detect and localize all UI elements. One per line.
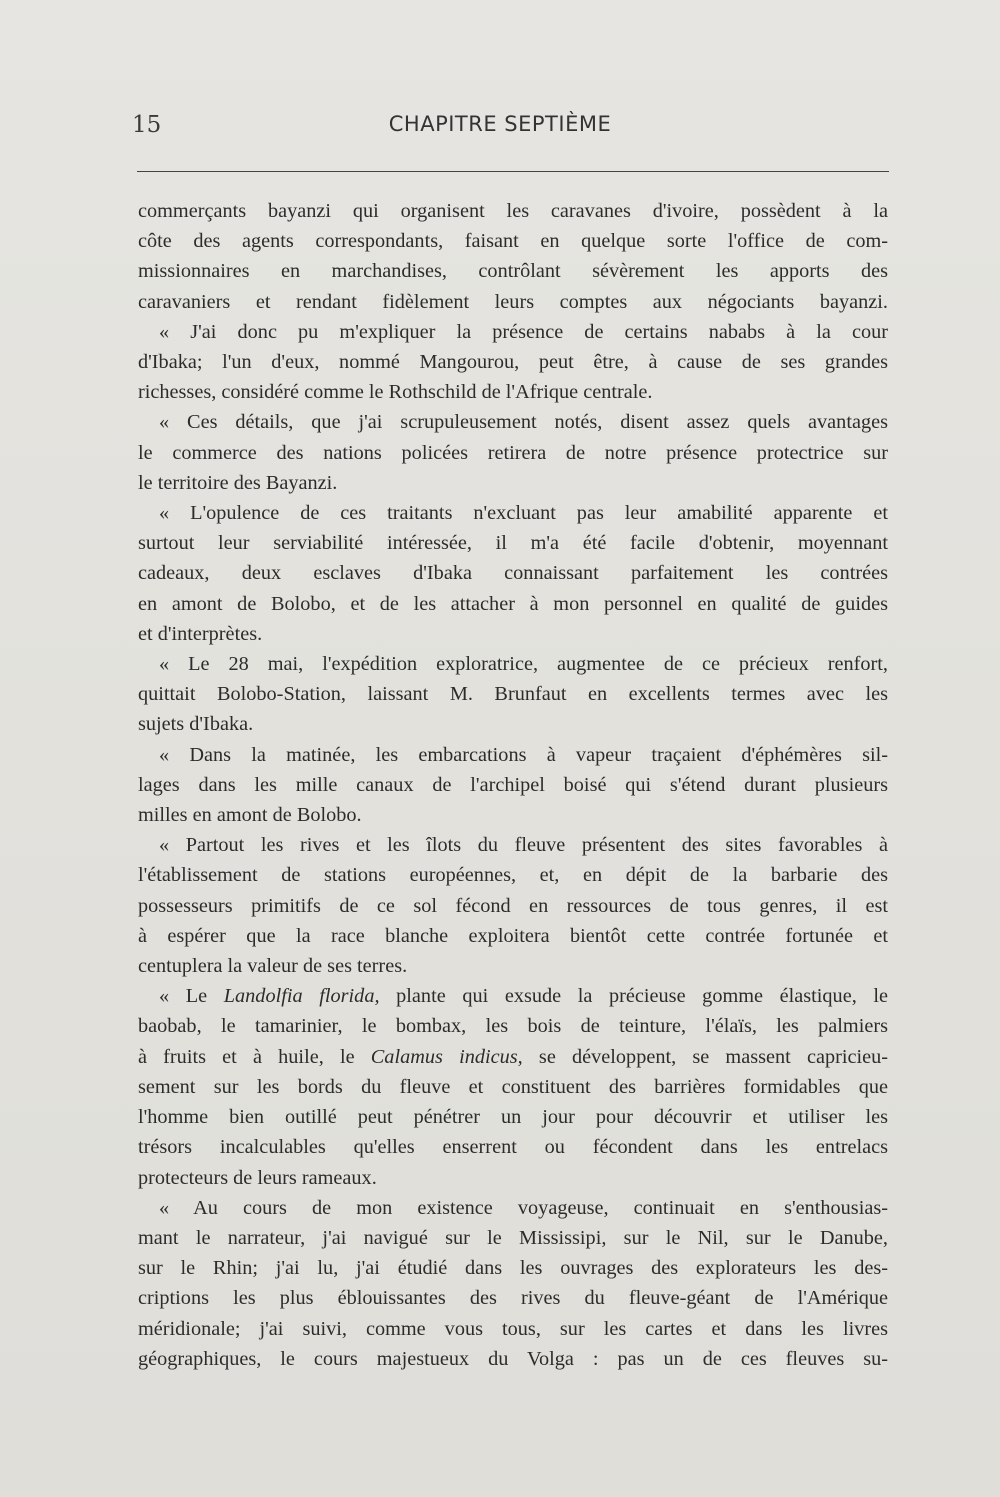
text-line: l'homme bien outillé peut pénétrer un jour pour découvrir et utiliser les xyxy=(138,1106,888,1129)
text-line: « J'ai donc pu m'expliquer la présence de certains nababs à la cour xyxy=(159,320,888,343)
text-line: criptions les plus éblouissantes des rives du fleuve-géant de l'Amérique xyxy=(138,1287,888,1310)
paragraph-9 xyxy=(138,1193,888,1374)
text-line: « Dans la matinée, les embarcations à vapeur traçaient d'éphémères sil- xyxy=(159,743,888,766)
text-line: d'Ibaka; l'un d'eux, nommé Mangourou, peut être, à cause de ses grandes xyxy=(138,351,888,374)
text-line: quittait Bolobo-Station, laissant M. Brunfaut en excellents termes avec les xyxy=(138,683,888,706)
text-line: le commerce des nations policées retirera de notre présence protectrice sur xyxy=(138,441,888,464)
text-segment: « Le xyxy=(159,985,224,1008)
text-segment: se développent, se massent capricieu- xyxy=(522,1045,888,1068)
text-line: centuplera la valeur de ses terres. xyxy=(138,955,408,978)
text-line: côte des agents correspondants, faisant en quelque sorte l'office de com- xyxy=(138,230,888,253)
italic-species-name: Landolfia florida, xyxy=(223,985,380,1008)
text-line: lages dans les mille canaux de l'archipel boisé qui s'étend durant plusieurs xyxy=(138,773,888,796)
text-line: sement sur les bords du fleuve et constituent des barrières formidables que xyxy=(138,1075,888,1098)
text-segment: à fruits et à huile, le xyxy=(138,1045,355,1068)
text-line: possesseurs primitifs de ce sol fécond en ressources de tous genres, il est xyxy=(138,894,888,917)
text-line: baobab, le tamarinier, le bombax, les bois de teinture, l'élaïs, les palmiers xyxy=(138,1015,888,1038)
paragraph-6 xyxy=(138,740,888,831)
text-line: « Le 28 mai, l'expédition exploratrice, augmentee de ce précieux renfort, xyxy=(159,653,888,676)
text-line: le territoire des Bayanzi. xyxy=(138,471,338,494)
text-line: trésors incalculables qu'elles enserrent ou fécondent dans les entrelacs xyxy=(138,1136,888,1159)
text-line: cadeaux, deux esclaves d'Ibaka connaissant parfaitement les contrées xyxy=(138,562,888,585)
text-line xyxy=(138,981,888,1011)
text-line: à espérer que la race blanche exploitera bientôt cette contrée fortunée et xyxy=(138,924,888,947)
paragraph-1 xyxy=(138,196,888,317)
paragraph-8 xyxy=(138,981,888,1192)
text-line: richesses, considéré comme le Rothschild de l'Afrique centrale. xyxy=(138,381,653,404)
text-line: sujets d'Ibaka. xyxy=(138,713,254,736)
italic-species-name: Calamus indicus, xyxy=(370,1045,523,1068)
text-line: géographiques, le cours majestueux du Volga : pas un de ces fleuves su- xyxy=(138,1347,888,1370)
page-number: 15 xyxy=(132,112,162,138)
text-line: milles en amont de Bolobo. xyxy=(138,804,362,827)
text-line: missionnaires en marchandises, contrôlant sévèrement les apports des xyxy=(138,260,888,283)
text-line: caravaniers et rendant fidèlement leurs comptes aux négociants bayanzi. xyxy=(138,290,888,313)
paragraph-2 xyxy=(138,317,888,408)
text-line: « L'opulence de ces traitants n'excluant pas leur amabilité apparente et xyxy=(159,502,888,525)
paragraph-4 xyxy=(138,498,888,649)
text-line: et d'interprètes. xyxy=(138,622,263,645)
text-line: « Ces détails, que j'ai scrupuleusement notés, disent assez quels avantages xyxy=(159,411,888,434)
text-line: « Au cours de mon existence voyageuse, continuait en s'enthousias- xyxy=(159,1196,888,1219)
paragraph-5 xyxy=(138,649,888,740)
text-segment: plante qui exsude la précieuse gomme élastique, le xyxy=(379,985,888,1008)
header-rule xyxy=(137,171,889,172)
text-line: surtout leur serviabilité intéressée, il m'a été facile d'obtenir, moyennant xyxy=(138,532,888,555)
text-line xyxy=(138,1042,888,1072)
running-head: CHAPITRE SEPTIÈME xyxy=(388,112,612,136)
text-line: mant le narrateur, j'ai navigué sur le Mississipi, sur le Nil, sur le Danube, xyxy=(138,1226,888,1249)
text-line: en amont de Bolobo, et de les attacher à mon personnel en qualité de guides xyxy=(138,592,888,615)
body-text xyxy=(138,196,888,1374)
text-line: protecteurs de leurs rameaux. xyxy=(138,1166,377,1189)
text-line: l'établissement de stations européennes, et, en dépit de la barbarie des xyxy=(138,864,888,887)
text-line: sur le Rhin; j'ai lu, j'ai étudié dans les ouvrages des explorateurs les des- xyxy=(138,1257,888,1280)
text-line: commerçants bayanzi qui organisent les caravanes d'ivoire, possèdent à la xyxy=(138,200,888,222)
text-line: méridionale; j'ai suivi, comme vous tous, sur les cartes et dans les livres xyxy=(138,1317,888,1340)
paragraph-3 xyxy=(138,407,888,498)
paragraph-7 xyxy=(138,830,888,981)
text-line: « Partout les rives et les îlots du fleuve présentent des sites favorables à xyxy=(159,834,888,857)
